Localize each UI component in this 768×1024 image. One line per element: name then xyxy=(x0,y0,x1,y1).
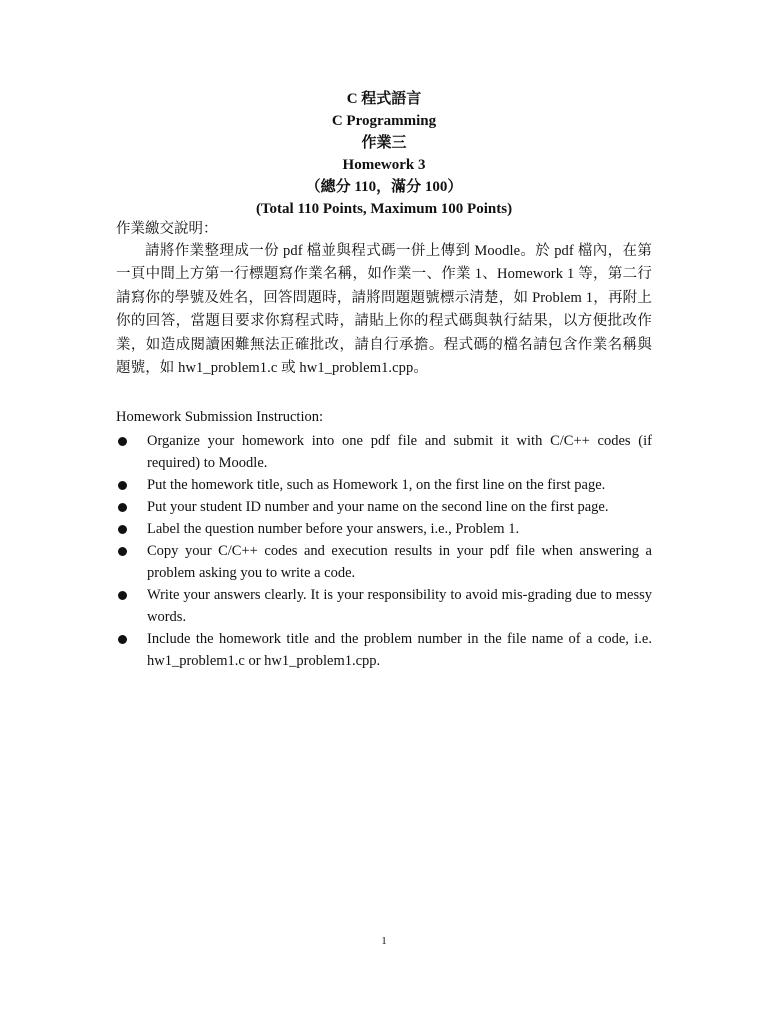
points-zh: （總分 110，滿分 100） xyxy=(305,179,463,195)
list-item xyxy=(116,628,652,672)
homework-title-en: Homework 3 xyxy=(342,157,426,173)
instructions-zh-paragraph: 請將作業整理成一份 pdf 檔並與程式碼一併上傳到 Moodle。於 pdf 檔內，在第一頁中間上方第一行標題寫作業名稱，如作業一、作業 1、Homework 1 等，第二行請寫你的學號及姓名，回答問題時，請將問題題號標示清楚，如 Problem 1，再附上你的回答，當題目要求你寫程式時，請貼上你的程式碼與執行結果，以方便批改作業，如造成閱讀困難無法正確批改，請自行承擔。程式碼的檔名請包含作業名稱與題號，如 hw1_problem1.c 或 hw1_problem1.cpp。 xyxy=(116,243,652,377)
course-title-zh: C 程式語言 xyxy=(346,91,422,107)
list-item xyxy=(116,540,652,584)
list-item xyxy=(116,518,652,540)
homework-title-zh: 作業三 xyxy=(361,135,407,151)
list-item xyxy=(116,430,652,474)
list-item xyxy=(116,474,652,496)
instructions-body xyxy=(116,218,652,672)
bullet-icon xyxy=(118,525,127,534)
list-item-text: Label the question number before your answers, i.e., Problem 1. xyxy=(147,521,520,538)
list-item-text: Include the homework title and the problem number in the file name of a code, i.e. hw1_problem1.c or hw1_problem1.cpp. xyxy=(147,631,652,670)
bullet-icon xyxy=(118,635,127,644)
list-item-text: Copy your C/C++ codes and execution results in your pdf file when answering a problem asking you to write a code. xyxy=(147,543,652,582)
list-item-text: Write your answers clearly. It is your responsibility to avoid mis-grading due to messy words. xyxy=(147,587,652,626)
list-item xyxy=(116,496,652,518)
instructions-en-list xyxy=(116,430,652,672)
list-item-text: Organize your homework into one pdf file and submit it with C/C++ codes (if required) to Moodle. xyxy=(147,433,652,472)
title-block xyxy=(0,88,768,220)
page-number: 1 xyxy=(381,935,387,947)
list-item-text: Put your student ID number and your name on the second line on the first page. xyxy=(147,499,609,516)
instructions-zh-label: 作業繳交說明： xyxy=(116,221,218,237)
instructions-en-heading: Homework Submission Instruction: xyxy=(116,409,324,426)
bullet-icon xyxy=(118,437,127,446)
list-item-text: Put the homework title, such as Homework 1, on the first line on the first page. xyxy=(147,477,606,494)
bullet-icon xyxy=(118,503,127,512)
course-title-en: C Programming xyxy=(331,113,437,129)
points-en: (Total 110 Points, Maximum 100 Points) xyxy=(255,201,513,217)
bullet-icon xyxy=(118,547,127,556)
bullet-icon xyxy=(118,481,127,490)
bullet-icon xyxy=(118,591,127,600)
list-item xyxy=(116,584,652,628)
